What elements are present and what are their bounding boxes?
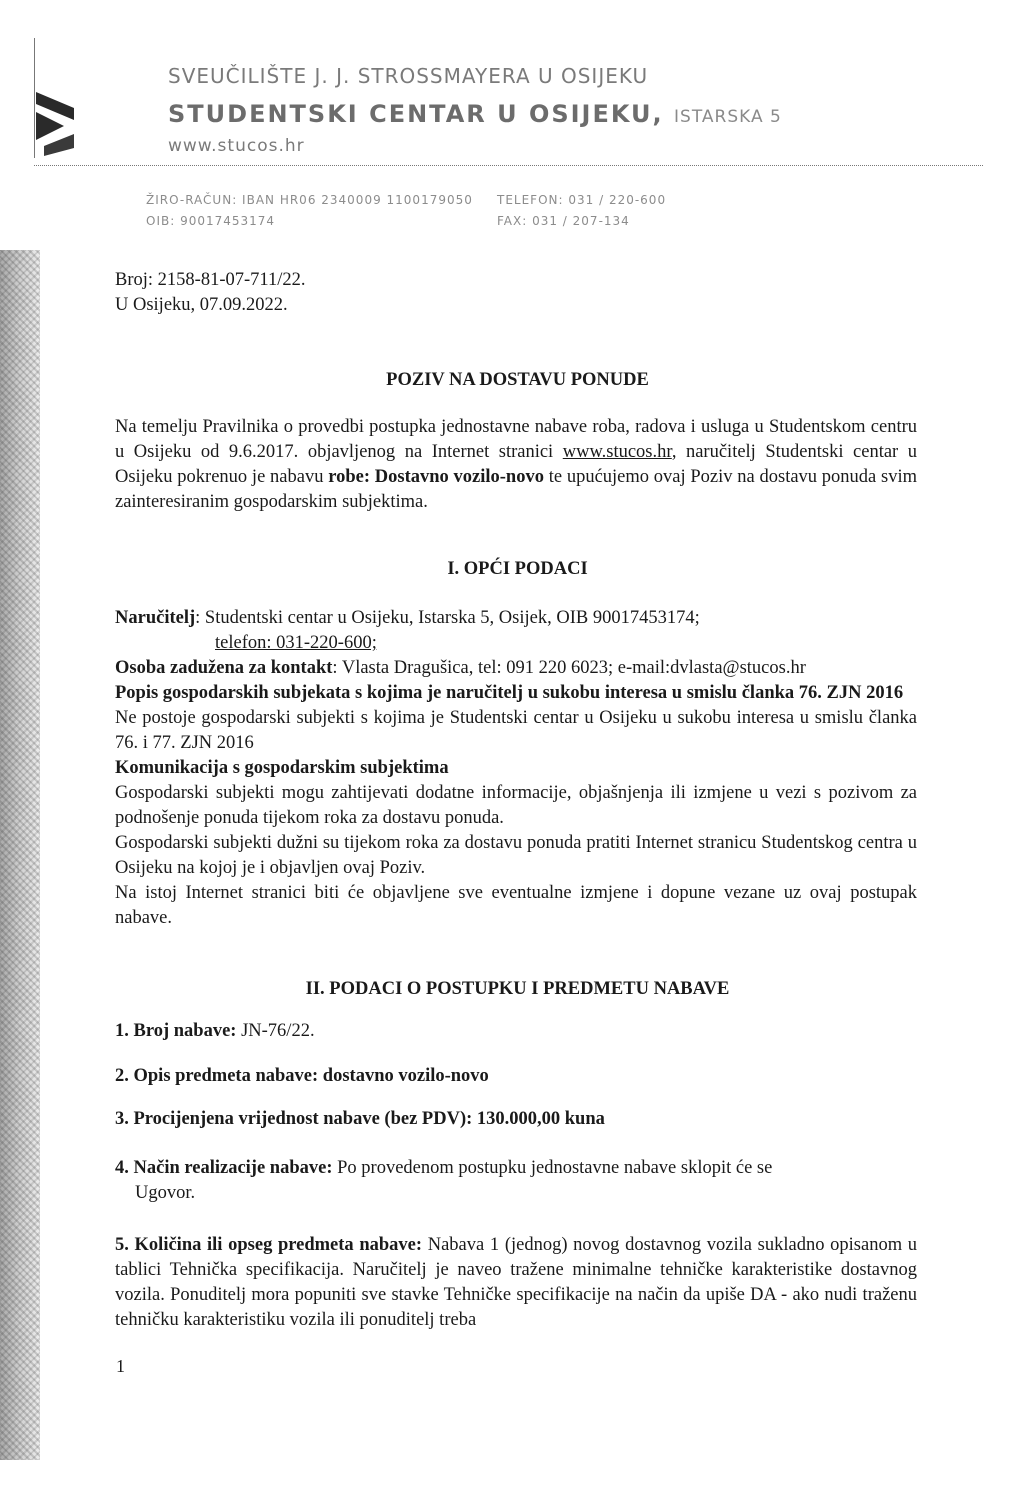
reference-place-date: U Osijeku, 07.09.2022. [115,295,288,315]
intro-paragraph [115,415,917,515]
conflict-heading: Popis gospodarskih subjekata s kojima je naručitelj u sukobu interesa u smislu članka 76. ZJN 2016 [115,683,904,703]
narucitelj-label: Naručitelj [115,608,196,628]
letterhead-fax: FAX: 031 / 207-134 [497,214,630,228]
website-link[interactable]: www.stucos.hr [562,442,672,462]
item-5-label: 5. Količina ili opseg predmeta nabave: [115,1235,423,1255]
comm-paragraph-1: Gospodarski subjekti mogu zahtijevati dodatne informacije, objašnjenja ili izmjene u vezi s pozivom za podnošenje ponuda tijekom roka za dostavu ponuda. [115,783,917,828]
scan-edge-artifact [0,250,40,1460]
item-5-value: Nabava 1 (jednog) novog dostavnog vozila sukladno opisanom u tablici Tehnička specifikacija. Naručitelj je naveo tražene minimalne tehničke karakteristike dostavnog vozila. Ponuditelj mora popuniti sve stavke Tehničke specifikacije na način da upiše DA - ako nudi traženu tehničku karakteristiku vozila ili ponuditelj treba [115,1235,917,1330]
contact-label: Osoba zadužena za kontakt [115,658,333,678]
document-title: POZIV NA DOSTAVU PONUDE [386,370,649,390]
item-1 [115,1019,917,1044]
item-4 [115,1156,917,1206]
university-logo-icon [34,90,76,160]
item-1-label: 1. Broj nabave: [115,1021,237,1041]
letterhead-website: www.stucos.hr [168,136,305,156]
contact-text: : Vlasta Dragušica, tel: 091 220 6023; e-mail:dvlasta@stucos.hr [332,658,806,678]
item-1-value: JN-76/22. [236,1021,315,1041]
item-5 [115,1233,917,1333]
section1-body [115,606,917,931]
reference-number: Broj: 2158-81-07-711/22. [115,270,306,290]
section1-heading: I. OPĆI PODACI [447,559,588,579]
comm-paragraph-2: Gospodarski subjekti dužni su tijekom roka za dostavu ponuda pratiti Internet stranicu Studentskog centra u Osijeku na kojoj je i objavljen ovaj Poziv. [115,833,917,878]
page-number: 1 [116,1356,125,1376]
conflict-text: Ne postoje gospodarski subjekti s kojima je Studentski centar u Osijeku u sukobu interesa u smislu članka 76. i 77. ZJN 2016 [115,708,917,753]
letterhead-oib: OIB: 90017453174 [146,214,276,228]
narucitelj-line [115,606,917,631]
intro-text-1: Na temelju Pravilnika o provedbi postupka jednostavne nabave roba, radova i usluga u Studentskom centru u Osijeku od 9.6.2017. objavljenog na Internet stranici [115,417,917,462]
letterhead-university: SVEUČILIŠTE J. J. STROSSMAYERA U OSIJEKU [168,64,649,88]
item-4-cont: Ugovor. [135,1183,196,1203]
intro-text-3: te upućujemo ovaj Poziv na dostavu ponuda svim zainteresiranim gospodarskim subjektima. [115,467,917,512]
letterhead-address: ISTARSKA 5 [674,107,782,127]
item-3: 3. Procijenjena vrijednost nabave (bez PDV): 130.000,00 kuna [115,1109,605,1129]
comm-heading: Komunikacija s gospodarskim subjektima [115,758,449,778]
item-4-value: Po provedenom postupku jednostavne nabave sklopit će se [332,1158,773,1178]
contact-line [115,656,917,681]
letterhead-org-name: STUDENTSKI CENTAR U OSIJEKU, [168,100,664,128]
letterhead-phone: TELEFON: 031 / 220-600 [497,193,667,207]
intro-text-2: , naručitelj Studentski centar u Osijeku pokrenuo je nabavu [115,442,917,487]
item-2: 2. Opis predmeta nabave: dostavno vozilo-novo [115,1066,489,1086]
letterhead-divider [34,165,983,166]
item-4-label: 4. Način realizacije nabave: [115,1158,333,1178]
section2-heading: II. PODACI O POSTUPKU I PREDMETU NABAVE [305,979,730,999]
comm-paragraph-3: Na istoj Internet stranici biti će objavljene sve eventualne izmjene i dopune vezane uz ovaj postupak nabave. [115,883,917,928]
telefon: telefon: 031-220-600; [215,633,377,653]
narucitelj-text: : Studentski centar u Osijeku, Istarska 5, Osijek, OIB 90017453174; [195,608,700,628]
intro-subject: robe: Dostavno vozilo-novo [328,467,544,487]
letterhead-bank-account: ŽIRO-RAČUN: IBAN HR06 2340009 1100179050 [146,193,473,207]
telefon-line [115,631,917,656]
letterhead-org [168,100,782,128]
